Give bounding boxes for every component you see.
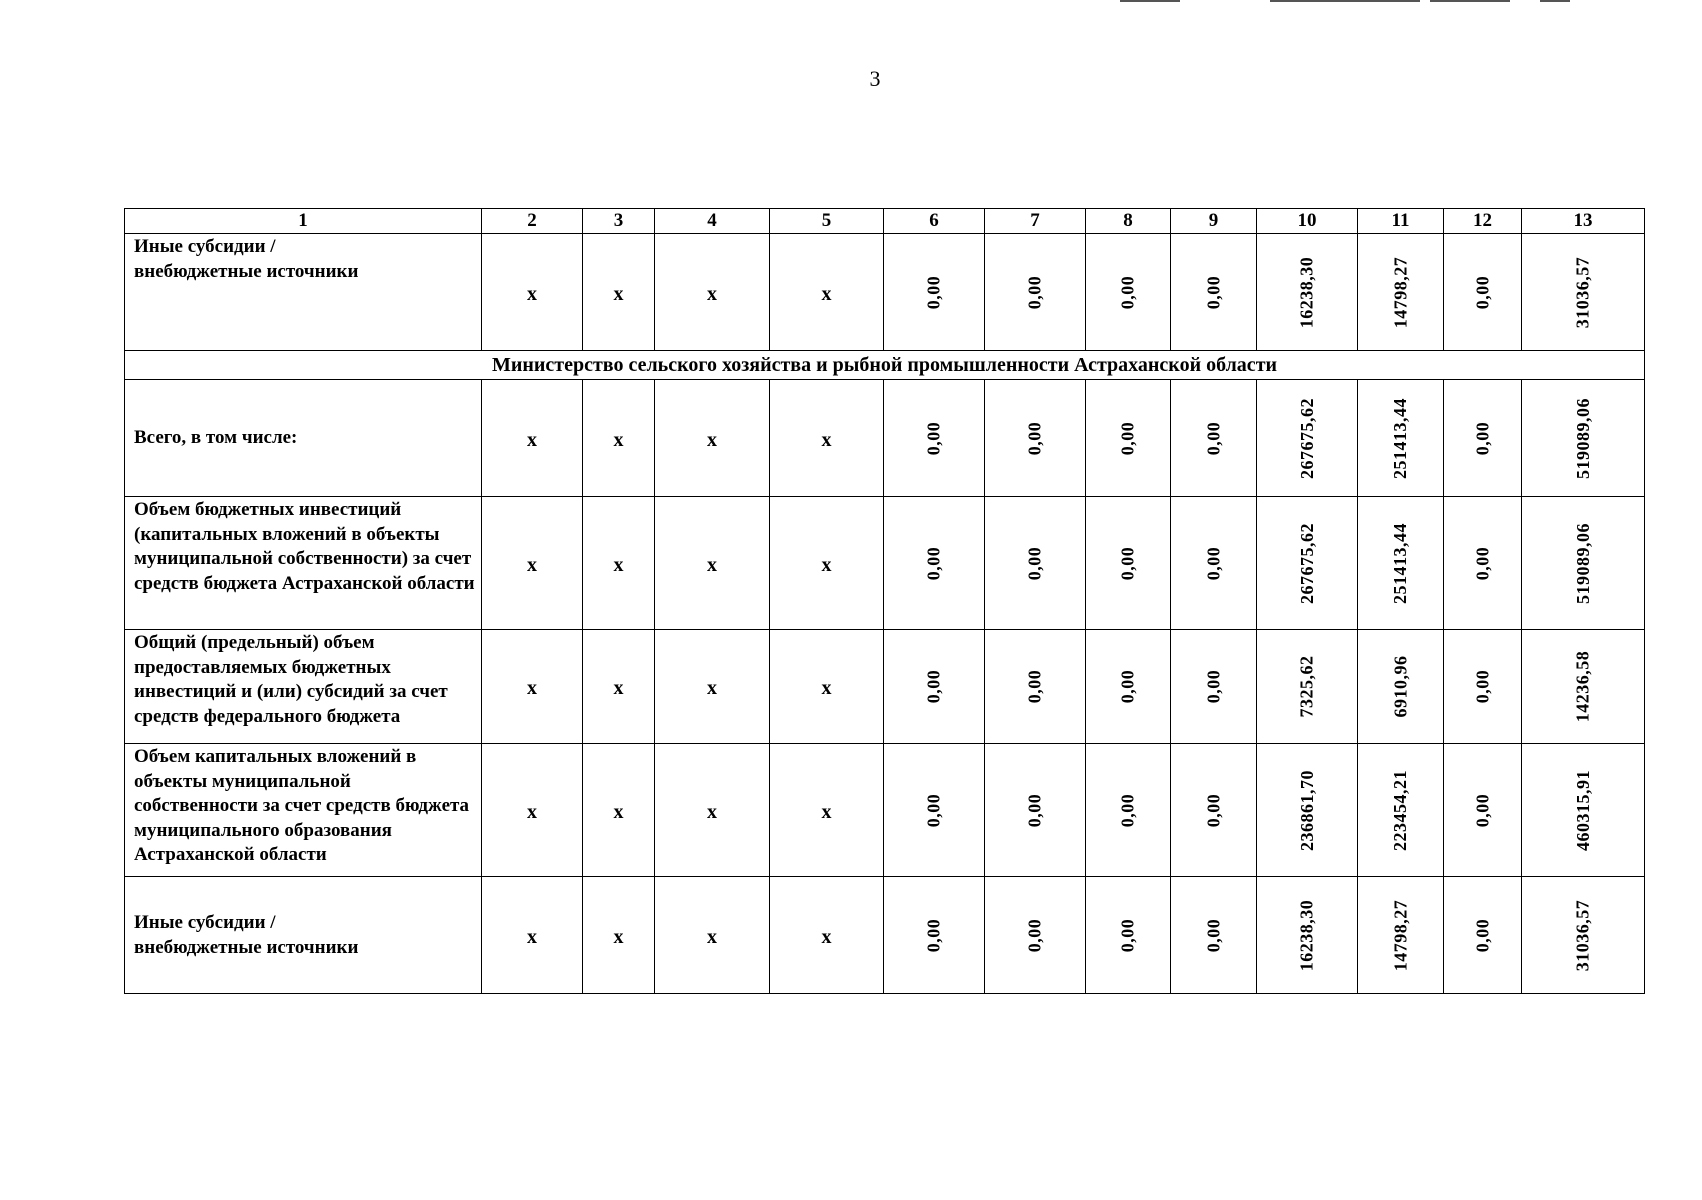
value-wrapper	[985, 744, 1085, 876]
value-cell	[1358, 877, 1444, 994]
value-cell	[1171, 234, 1257, 351]
value-text: 0,00	[1203, 421, 1223, 455]
value-wrapper	[1171, 380, 1256, 496]
col-header: 9	[1171, 209, 1257, 234]
column-number-row	[125, 209, 1645, 234]
scan-artifact	[1120, 0, 1540, 4]
value-wrapper	[1257, 497, 1357, 629]
value-wrapper	[1086, 877, 1170, 993]
value-text: 223454,21	[1390, 769, 1410, 851]
value-wrapper	[1444, 877, 1521, 993]
value-wrapper	[1086, 497, 1170, 629]
section-rows	[125, 380, 1645, 994]
value-cell	[1358, 497, 1444, 630]
col-header: 3	[583, 209, 655, 234]
value-wrapper	[1171, 744, 1256, 876]
value-wrapper	[1444, 380, 1521, 496]
value-wrapper	[1171, 497, 1256, 629]
col-header: 12	[1444, 209, 1522, 234]
value-text: 0,00	[1472, 793, 1492, 827]
value-text: 0,00	[923, 421, 944, 455]
pre-section-rows	[125, 234, 1645, 351]
row-label: Всего, в том числе:	[125, 380, 482, 497]
value-wrapper	[1257, 744, 1357, 876]
value-text: 16238,30	[1296, 256, 1317, 328]
table-row	[125, 744, 1645, 877]
value-cell	[1444, 497, 1522, 630]
value-cell	[1522, 630, 1645, 744]
col-header: 7	[985, 209, 1086, 234]
value-text: 0,00	[1472, 918, 1492, 952]
value-wrapper	[884, 380, 984, 496]
row-label: Объем бюджетных инвестиций (капитальных вложений в объекты муниципальной собственности) за счет средств бюджета Астраханской области	[125, 497, 482, 630]
value-text: 0,00	[923, 669, 944, 704]
x-cell: x	[655, 877, 770, 994]
value-cell	[1444, 744, 1522, 877]
value-text: 0,00	[1024, 421, 1045, 455]
value-wrapper	[985, 630, 1085, 743]
value-text: 0,00	[1117, 793, 1138, 827]
value-text: 460315,91	[1572, 769, 1593, 851]
x-cell: x	[655, 380, 770, 497]
x-cell: x	[655, 497, 770, 630]
value-text: 0,00	[923, 275, 944, 309]
section-title: Министерство сельского хозяйства и рыбной промышленности Астраханской области	[125, 351, 1645, 380]
x-cell: x	[770, 877, 884, 994]
x-cell: x	[655, 234, 770, 351]
x-cell: x	[583, 744, 655, 877]
x-cell: x	[482, 877, 583, 994]
value-text: 16238,30	[1296, 899, 1317, 971]
value-text: 0,00	[1117, 421, 1138, 455]
value-text: 267675,62	[1296, 522, 1317, 604]
value-text: 0,00	[1024, 793, 1045, 827]
value-text: 0,00	[1472, 669, 1492, 704]
value-wrapper	[1257, 380, 1357, 496]
value-text: 0,00	[923, 546, 944, 580]
row-label: Общий (предельный) объем предоставляемых бюджетных инвестиций и (или) субсидий за счет средств федерального бюджета	[125, 630, 482, 744]
value-cell	[1444, 630, 1522, 744]
col-header: 2	[482, 209, 583, 234]
value-text: 0,00	[1203, 918, 1223, 952]
value-cell	[1522, 877, 1645, 994]
value-cell	[1257, 234, 1358, 351]
table-row	[125, 877, 1645, 994]
value-text: 14236,58	[1572, 650, 1593, 723]
value-cell	[1522, 744, 1645, 877]
value-text: 0,00	[1024, 669, 1045, 704]
value-text: 0,00	[1024, 275, 1045, 309]
value-cell	[985, 744, 1086, 877]
value-wrapper	[884, 877, 984, 993]
value-text: 7325,62	[1296, 655, 1317, 718]
value-wrapper	[1086, 380, 1170, 496]
col-header: 11	[1358, 209, 1444, 234]
row-label: Объем капитальных вложений в объекты муниципальной собственности за счет средств бюджета муниципального образования Астраханской области	[125, 744, 482, 877]
col-header: 8	[1086, 209, 1171, 234]
value-text: 0,00	[1203, 669, 1223, 704]
value-wrapper	[1358, 877, 1443, 993]
value-cell	[1522, 380, 1645, 497]
value-cell	[985, 877, 1086, 994]
x-cell: x	[770, 234, 884, 351]
x-cell: x	[482, 744, 583, 877]
table-row	[125, 630, 1645, 744]
col-header: 6	[884, 209, 985, 234]
value-cell	[1086, 497, 1171, 630]
value-text: 267675,62	[1296, 397, 1317, 479]
value-cell	[1257, 380, 1358, 497]
col-header: 5	[770, 209, 884, 234]
col-header: 10	[1257, 209, 1358, 234]
x-cell: x	[655, 630, 770, 744]
table-row	[125, 234, 1645, 351]
value-wrapper	[884, 234, 984, 350]
value-wrapper	[1358, 380, 1443, 496]
value-text: 0,00	[1117, 546, 1138, 580]
data-table	[124, 208, 1645, 994]
value-cell	[1257, 877, 1358, 994]
x-cell: x	[770, 380, 884, 497]
value-wrapper	[884, 497, 984, 629]
value-text: 0,00	[1117, 918, 1138, 952]
value-text: 0,00	[923, 793, 944, 827]
x-cell: x	[583, 380, 655, 497]
value-cell	[985, 380, 1086, 497]
value-cell	[1358, 630, 1444, 744]
value-wrapper	[1086, 630, 1170, 743]
value-wrapper	[1444, 234, 1521, 350]
value-wrapper	[1358, 744, 1443, 876]
value-wrapper	[1257, 234, 1357, 350]
section-row	[125, 351, 1645, 380]
value-wrapper	[884, 630, 984, 743]
value-text: 0,00	[923, 918, 944, 952]
value-text: 236861,70	[1296, 769, 1317, 851]
value-wrapper	[1171, 877, 1256, 993]
value-cell	[1171, 497, 1257, 630]
x-cell: x	[482, 234, 583, 351]
value-cell	[1358, 234, 1444, 351]
value-cell	[884, 497, 985, 630]
value-wrapper	[1444, 630, 1521, 743]
value-cell	[1522, 497, 1645, 630]
value-text: 0,00	[1203, 275, 1223, 309]
value-wrapper	[884, 744, 984, 876]
value-text: 0,00	[1472, 546, 1492, 580]
value-wrapper	[1086, 234, 1170, 350]
x-cell: x	[583, 234, 655, 351]
value-wrapper	[1257, 877, 1357, 993]
value-cell	[985, 497, 1086, 630]
value-cell	[1522, 234, 1645, 351]
x-cell: x	[770, 630, 884, 744]
x-cell: x	[482, 380, 583, 497]
value-wrapper	[1171, 630, 1256, 743]
value-cell	[1086, 234, 1171, 351]
value-text: 251413,44	[1390, 522, 1410, 604]
value-wrapper	[1522, 380, 1644, 496]
value-text: 0,00	[1472, 275, 1492, 309]
value-cell	[1086, 380, 1171, 497]
value-cell	[1257, 630, 1358, 744]
row-label: Иные субсидии / внебюджетные источники	[125, 234, 482, 351]
value-cell	[884, 630, 985, 744]
value-text: 0,00	[1117, 669, 1138, 704]
value-cell	[1444, 380, 1522, 497]
value-wrapper	[985, 234, 1085, 350]
value-text: 0,00	[1117, 275, 1138, 309]
x-cell: x	[655, 744, 770, 877]
x-cell: x	[482, 630, 583, 744]
value-cell	[1444, 234, 1522, 351]
x-cell: x	[770, 497, 884, 630]
value-cell	[1086, 744, 1171, 877]
value-cell	[985, 630, 1086, 744]
value-cell	[1171, 744, 1257, 877]
value-wrapper	[985, 497, 1085, 629]
value-text: 0,00	[1203, 793, 1223, 827]
col-header: 4	[655, 209, 770, 234]
value-wrapper	[1358, 497, 1443, 629]
x-cell: x	[583, 497, 655, 630]
col-header: 13	[1522, 209, 1645, 234]
value-wrapper	[1444, 497, 1521, 629]
value-wrapper	[1358, 234, 1443, 350]
value-wrapper	[1257, 630, 1357, 743]
value-cell	[985, 234, 1086, 351]
value-cell	[1086, 630, 1171, 744]
value-cell	[1171, 380, 1257, 497]
row-label: Иные субсидии / внебюджетные источники	[125, 877, 482, 994]
x-cell: x	[482, 497, 583, 630]
value-text: 0,00	[1024, 918, 1045, 952]
value-text: 14798,27	[1390, 256, 1410, 328]
value-wrapper	[985, 877, 1085, 993]
col-header: 1	[125, 209, 482, 234]
value-wrapper	[1522, 744, 1644, 876]
value-wrapper	[1358, 630, 1443, 743]
x-cell: x	[770, 744, 884, 877]
value-text: 519089,06	[1572, 397, 1593, 479]
value-text: 0,00	[1472, 421, 1492, 455]
value-wrapper	[1522, 630, 1644, 743]
value-cell	[884, 380, 985, 497]
value-cell	[1257, 497, 1358, 630]
value-text: 31036,57	[1572, 256, 1593, 328]
value-cell	[884, 234, 985, 351]
table-row	[125, 380, 1645, 497]
value-wrapper	[1522, 497, 1644, 629]
value-wrapper	[1444, 744, 1521, 876]
value-wrapper	[1522, 877, 1644, 993]
value-cell	[1257, 744, 1358, 877]
value-text: 31036,57	[1572, 899, 1593, 971]
page-number: 3	[869, 66, 881, 91]
value-wrapper	[985, 380, 1085, 496]
value-text: 251413,44	[1390, 397, 1410, 479]
value-text: 0,00	[1203, 546, 1223, 580]
x-cell: x	[583, 630, 655, 744]
value-cell	[884, 877, 985, 994]
value-text: 14798,27	[1390, 899, 1410, 971]
value-wrapper	[1171, 234, 1256, 350]
value-wrapper	[1522, 234, 1644, 350]
value-cell	[1171, 630, 1257, 744]
value-cell	[1171, 877, 1257, 994]
value-wrapper	[1086, 744, 1170, 876]
value-cell	[1086, 877, 1171, 994]
value-text: 519089,06	[1572, 522, 1593, 604]
table-row	[125, 497, 1645, 630]
value-text: 0,00	[1024, 546, 1045, 580]
value-cell	[1358, 380, 1444, 497]
value-cell	[1358, 744, 1444, 877]
value-text: 6910,96	[1390, 655, 1410, 718]
x-cell: x	[583, 877, 655, 994]
value-cell	[1444, 877, 1522, 994]
value-cell	[884, 744, 985, 877]
